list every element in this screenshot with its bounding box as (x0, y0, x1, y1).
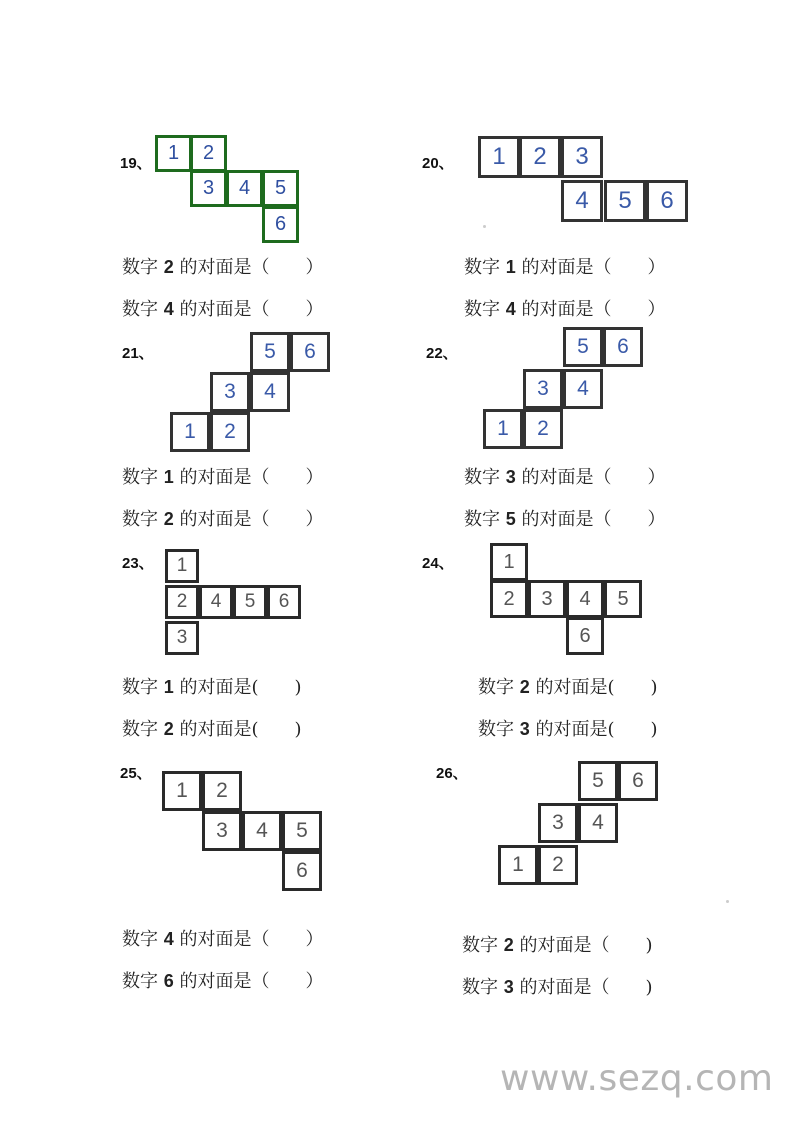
speck (726, 900, 729, 903)
net-cell: 4 (578, 803, 618, 843)
problem-number-21: 21、 (122, 345, 154, 362)
net-cell: 6 (566, 617, 604, 655)
net-cell: 6 (603, 327, 643, 367)
net-cell: 3 (561, 136, 603, 178)
question-20b: 数字 4 的对面是（ ） (464, 299, 666, 320)
problem-number-26: 26、 (436, 765, 468, 782)
net-cell: 6 (262, 206, 299, 243)
net-cell: 5 (578, 761, 618, 801)
net-cell: 4 (226, 170, 263, 207)
question-24b: 数字 3 的对面是( ) (478, 719, 658, 740)
net-cell: 1 (165, 549, 199, 583)
net-cell: 3 (210, 372, 250, 412)
question-20a: 数字 1 的对面是（ ） (464, 257, 666, 278)
question-21a: 数字 1 的对面是（ ） (122, 467, 324, 488)
question-22a: 数字 3 的对面是（ ） (464, 467, 666, 488)
question-25b: 数字 6 的对面是（ ） (122, 971, 324, 992)
problem-number-22: 22、 (426, 345, 458, 362)
net-cell: 4 (561, 180, 603, 222)
net-cell: 3 (538, 803, 578, 843)
net-cell: 5 (262, 170, 299, 207)
problem-number-24: 24、 (422, 555, 454, 572)
question-23a: 数字 1 的对面是( ) (122, 677, 302, 698)
net-cell: 6 (282, 851, 322, 891)
question-22b: 数字 5 的对面是（ ） (464, 509, 666, 530)
net-cell: 2 (523, 409, 563, 449)
problem-number-20: 20、 (422, 155, 454, 172)
net-cell: 1 (478, 136, 520, 178)
net-cell: 1 (483, 409, 523, 449)
net-cell: 5 (604, 180, 646, 222)
question-19a: 数字 2 的对面是（ ） (122, 257, 324, 278)
net-cell: 2 (490, 580, 528, 618)
net-cell: 5 (233, 585, 267, 619)
net-cell: 3 (528, 580, 566, 618)
problem-number-23: 23、 (122, 555, 154, 572)
net-cell: 4 (563, 369, 603, 409)
net-cell: 4 (250, 372, 290, 412)
question-26b: 数字 3 的对面是（ ) (462, 977, 653, 998)
net-cell: 2 (165, 585, 199, 619)
question-26a: 数字 2 的对面是（ ) (462, 935, 653, 956)
net-cell: 6 (290, 332, 330, 372)
net-cell: 2 (202, 771, 242, 811)
net-cell: 5 (282, 811, 322, 851)
net-cell: 5 (563, 327, 603, 367)
question-24a: 数字 2 的对面是( ) (478, 677, 658, 698)
net-cell: 4 (199, 585, 233, 619)
net-cell: 2 (538, 845, 578, 885)
question-19b: 数字 4 的对面是（ ） (122, 299, 324, 320)
question-21b: 数字 2 的对面是（ ） (122, 509, 324, 530)
speck (483, 225, 486, 228)
net-cell: 3 (165, 621, 199, 655)
problem-number-19: 19、 (120, 155, 152, 172)
net-cell: 6 (267, 585, 301, 619)
net-cell: 5 (604, 580, 642, 618)
net-cell: 1 (162, 771, 202, 811)
net-cell: 3 (190, 170, 227, 207)
question-25a: 数字 4 的对面是（ ） (122, 929, 324, 950)
net-cell: 1 (170, 412, 210, 452)
net-cell: 2 (519, 136, 561, 178)
problem-number-25: 25、 (120, 765, 152, 782)
net-cell: 2 (210, 412, 250, 452)
net-cell: 4 (566, 580, 604, 618)
net-cell: 6 (618, 761, 658, 801)
net-cell: 1 (490, 543, 528, 581)
net-cell: 1 (498, 845, 538, 885)
net-cell: 3 (202, 811, 242, 851)
net-cell: 6 (646, 180, 688, 222)
net-cell: 1 (155, 135, 192, 172)
net-cell: 2 (190, 135, 227, 172)
net-cell: 4 (242, 811, 282, 851)
net-cell: 5 (250, 332, 290, 372)
net-cell: 3 (523, 369, 563, 409)
question-23b: 数字 2 的对面是( ) (122, 719, 302, 740)
watermark: www.sezq.com (500, 1058, 774, 1099)
